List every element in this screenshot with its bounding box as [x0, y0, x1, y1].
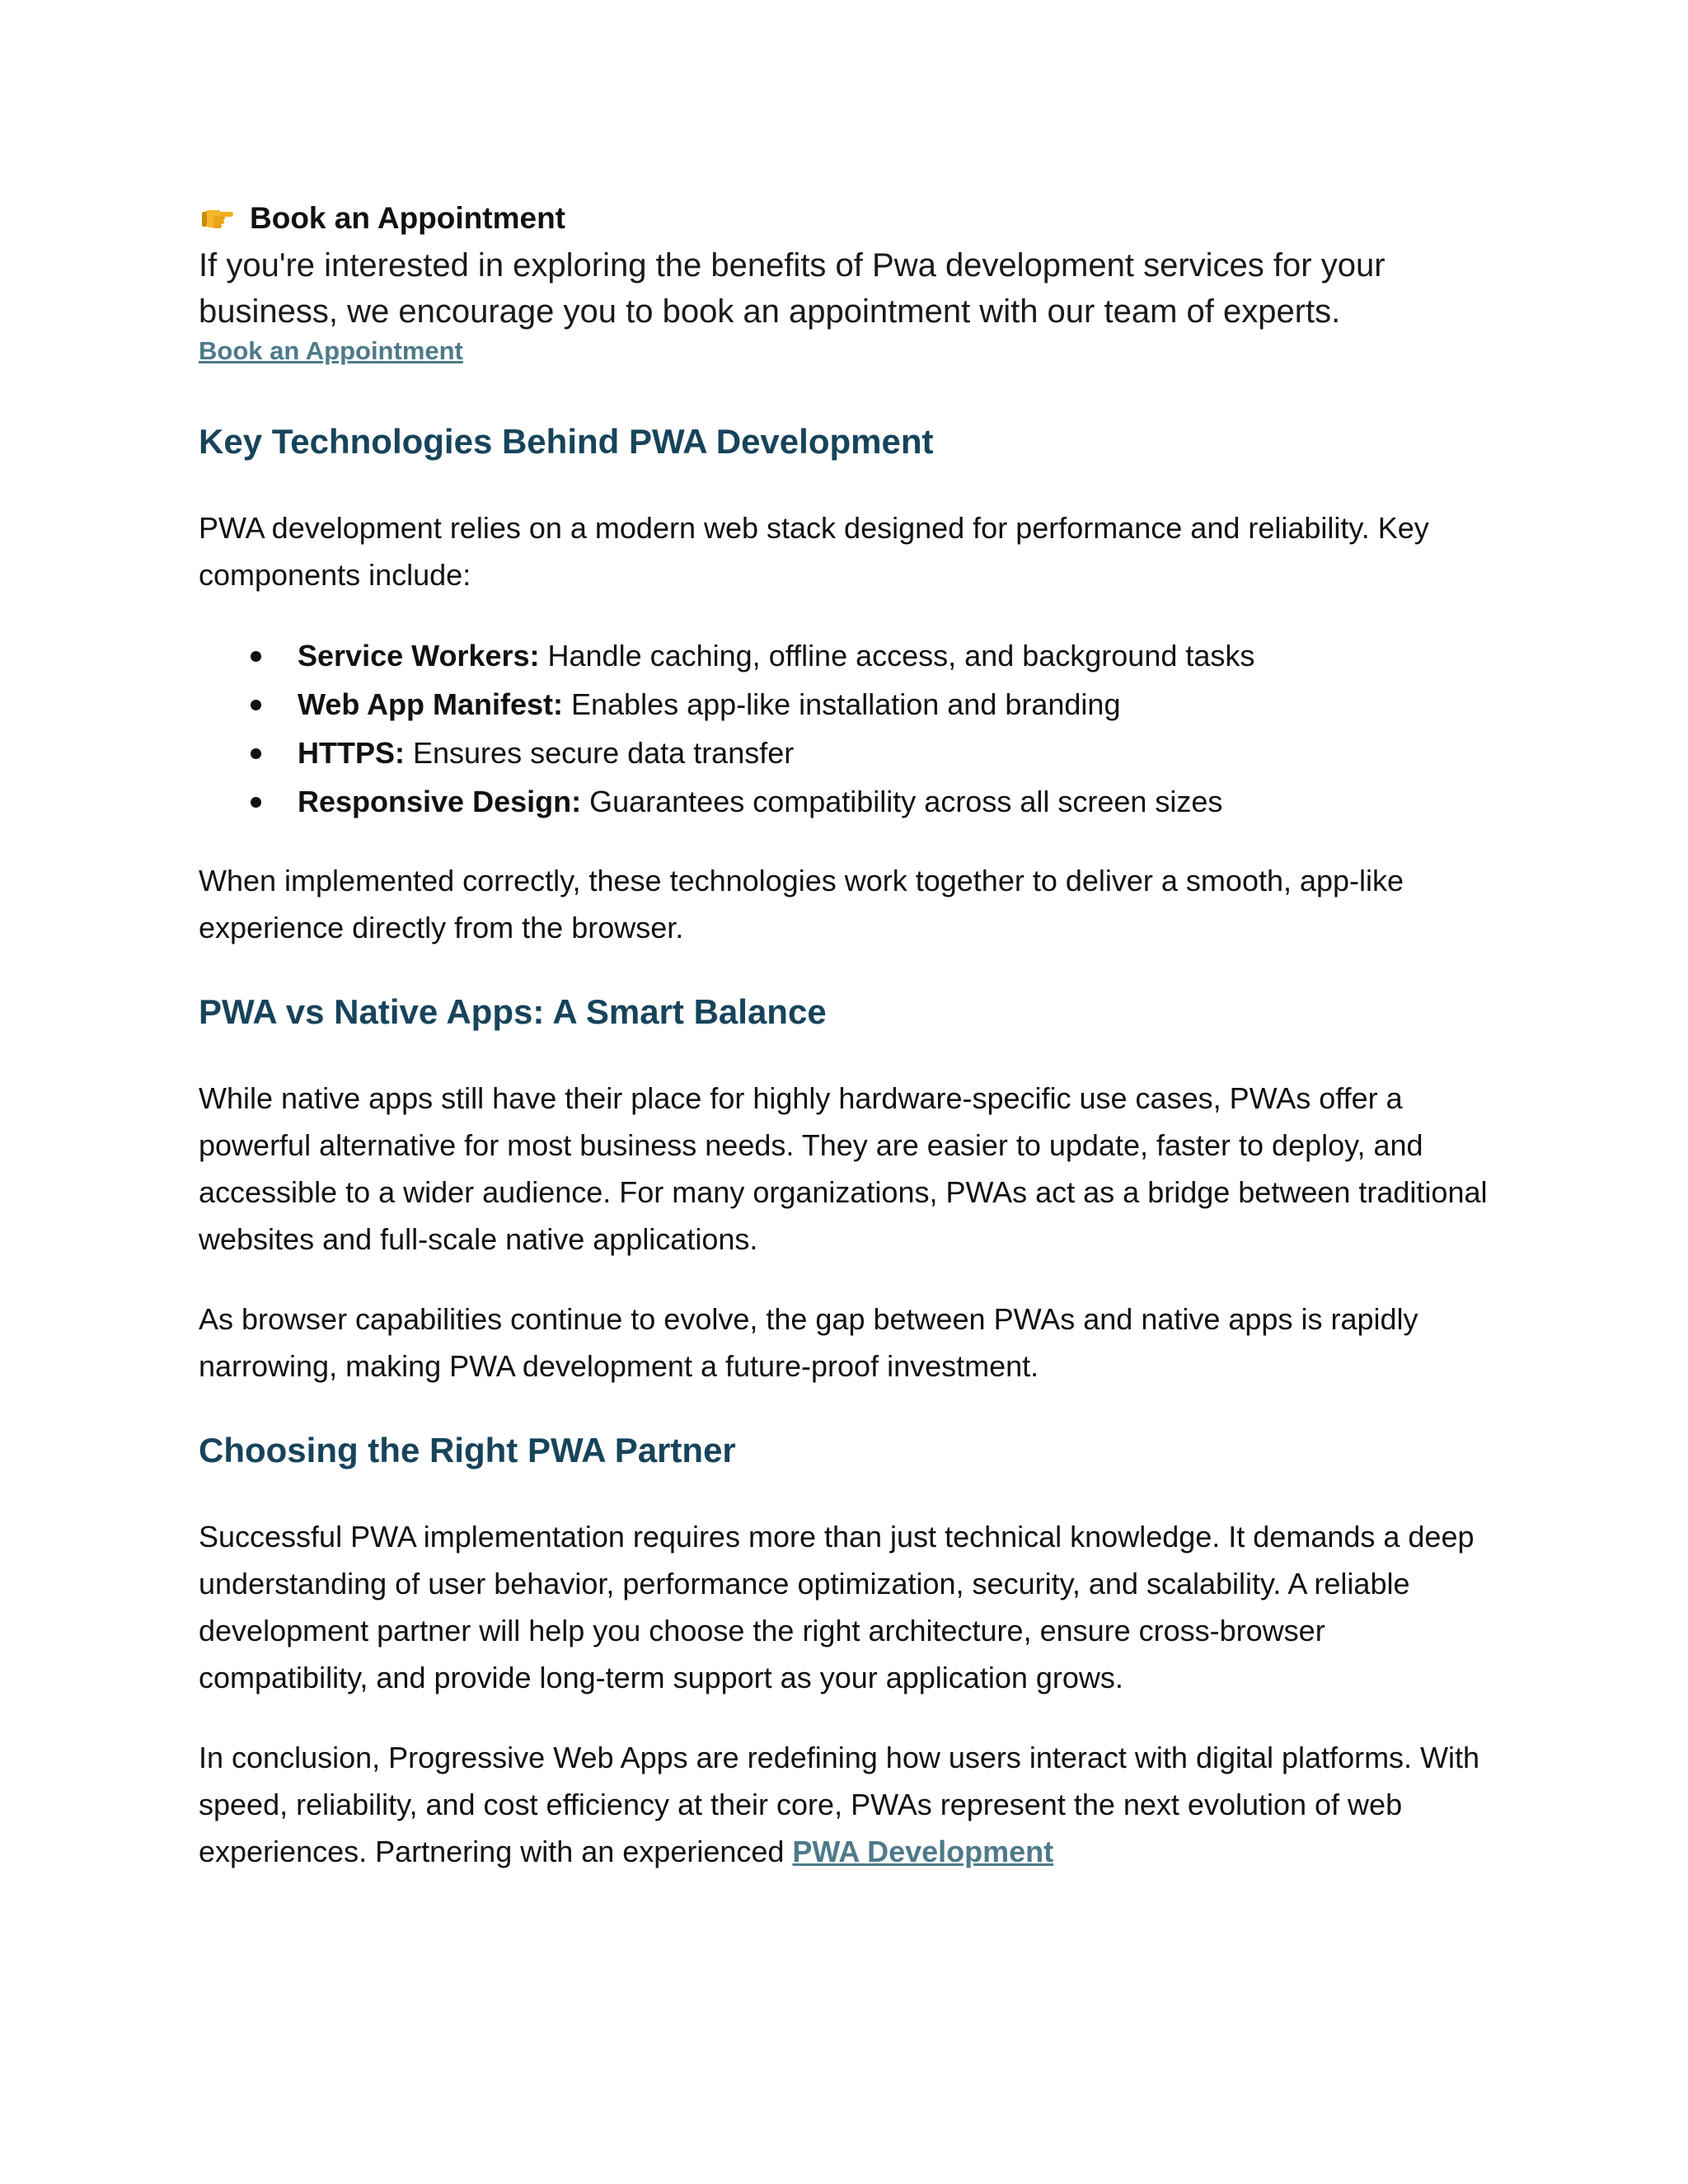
list-item-term: Responsive Design: — [298, 785, 582, 818]
bullet-icon — [251, 651, 261, 662]
section-paragraph: When implemented correctly, these technologies work together to deliver a smooth, app-like experience directly from the browser. — [199, 864, 1404, 944]
list-item-desc: Ensures secure data transfer — [405, 736, 795, 770]
section-heading-pwa-vs-native: PWA vs Native Apps: A Smart Balance — [199, 992, 827, 1031]
list-item-desc: Guarantees compatibility across all screen sizes — [581, 785, 1223, 818]
list-item — [199, 680, 1501, 729]
bullet-icon — [251, 700, 261, 710]
technology-list — [199, 631, 1501, 826]
cta-description: If you're interested in exploring the benefits of Pwa development services for your business, we encourage you to book an appointment with our team of experts. — [199, 247, 1386, 330]
document-page — [199, 198, 1501, 1908]
section-paragraph: PWA development relies on a modern web stack designed for performance and reliability. Key components include: — [199, 511, 1429, 592]
cta-title — [199, 198, 1501, 239]
section-heading-key-technologies: Key Technologies Behind PWA Development — [199, 422, 934, 461]
list-item-desc: Enables app-like installation and branding — [563, 687, 1121, 721]
section-paragraph: Successful PWA implementation requires more than just technical knowledge. It demands a deep understanding of user behavior, performance optimization, security, and scalability. A reliable development partner will help you choose the right architecture, ensure cross-browser compatibility, and provide long-term support as your application grows. — [199, 1520, 1475, 1694]
list-item — [199, 729, 1501, 777]
bullet-icon — [251, 748, 261, 759]
list-item-desc: Handle caching, offline access, and background tasks — [539, 639, 1255, 673]
book-appointment-link[interactable]: Book an Appointment — [199, 336, 463, 365]
pwa-development-link[interactable]: PWA Development — [792, 1835, 1054, 1868]
cta-title-text: Book an Appointment — [250, 201, 565, 235]
list-item — [199, 631, 1501, 680]
list-item-term: HTTPS: — [298, 736, 405, 770]
section-paragraph-conclusion — [199, 1734, 1501, 1875]
section-paragraph: As browser capabilities continue to evolve, the gap between PWAs and native apps is rapidly narrowing, making PWA development a future-proof investment. — [199, 1302, 1418, 1383]
conclusion-text: In conclusion, Progressive Web Apps are redefining how users interact with digital platforms. With speed, reliability, and cost efficiency at their core, PWAs represent the next evolution of web experiences. Partnering with an experienced — [199, 1741, 1480, 1868]
bullet-icon — [251, 797, 261, 808]
pointing-hand-icon — [199, 198, 240, 239]
list-item-term: Web App Manifest: — [298, 687, 563, 721]
list-item-term: Service Workers: — [298, 639, 540, 673]
section-heading-choosing-partner: Choosing the Right PWA Partner — [199, 1431, 736, 1469]
section-paragraph: While native apps still have their place for highly hardware-specific use cases, PWAs offer a powerful alternative for most business needs. They are easier to update, faster to deploy, and accessible to a wider audience. For many organizations, PWAs act as a bridge between traditional websites and full-scale native applications. — [199, 1081, 1488, 1256]
list-item — [199, 777, 1501, 826]
